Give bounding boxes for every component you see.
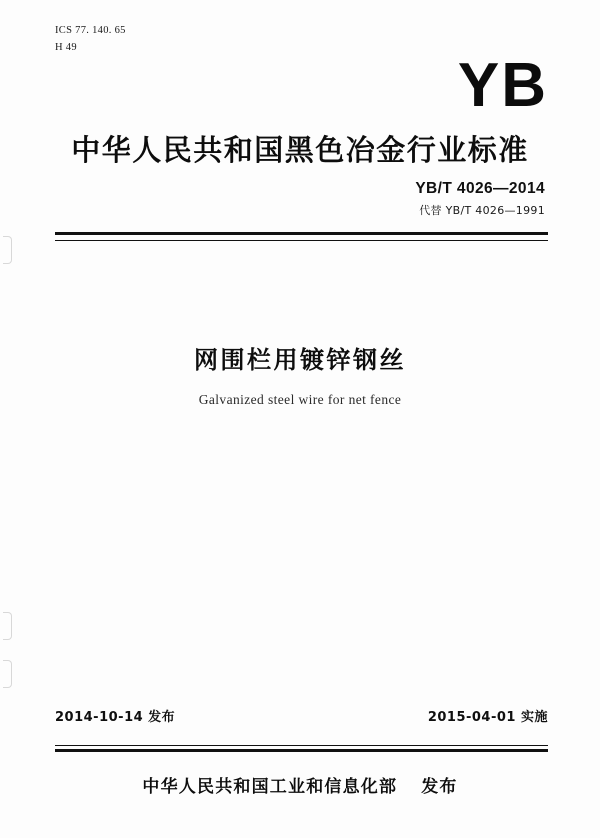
binding-mark — [3, 660, 12, 688]
divider-thick-bottom — [55, 749, 548, 752]
yb-logo-mark: YB — [457, 51, 548, 120]
divider-thin-top — [55, 240, 548, 241]
ccs-code: H 49 — [55, 42, 77, 53]
issuer-action: 发布 — [421, 777, 458, 797]
issuer-name: 中华人民共和国工业和信息化部 — [142, 777, 398, 797]
standard-replaces: 代替 YB/T 4026—1991 — [419, 204, 545, 217]
date-row — [55, 706, 548, 725]
binding-mark — [3, 236, 12, 264]
page-title: 中华人民共和国黑色冶金行业标准 — [71, 133, 529, 167]
standard-number: YB/T 4026—2014 — [415, 180, 545, 197]
document-title-cn: 网围栏用镀锌钢丝 — [194, 346, 406, 374]
binding-mark — [3, 612, 12, 640]
issuer-line — [0, 772, 600, 797]
divider-thick-top — [55, 232, 548, 235]
effective-date: 2015-04-01 实施 — [427, 710, 548, 725]
classification-codes — [55, 22, 126, 56]
ics-code: ICS 77. 140. 65 — [55, 25, 126, 36]
document-title-en: Galvanized steel wire for net fence — [198, 392, 402, 407]
issue-date: 2014-10-14 发布 — [55, 710, 176, 725]
divider-thin-bottom — [55, 745, 548, 746]
